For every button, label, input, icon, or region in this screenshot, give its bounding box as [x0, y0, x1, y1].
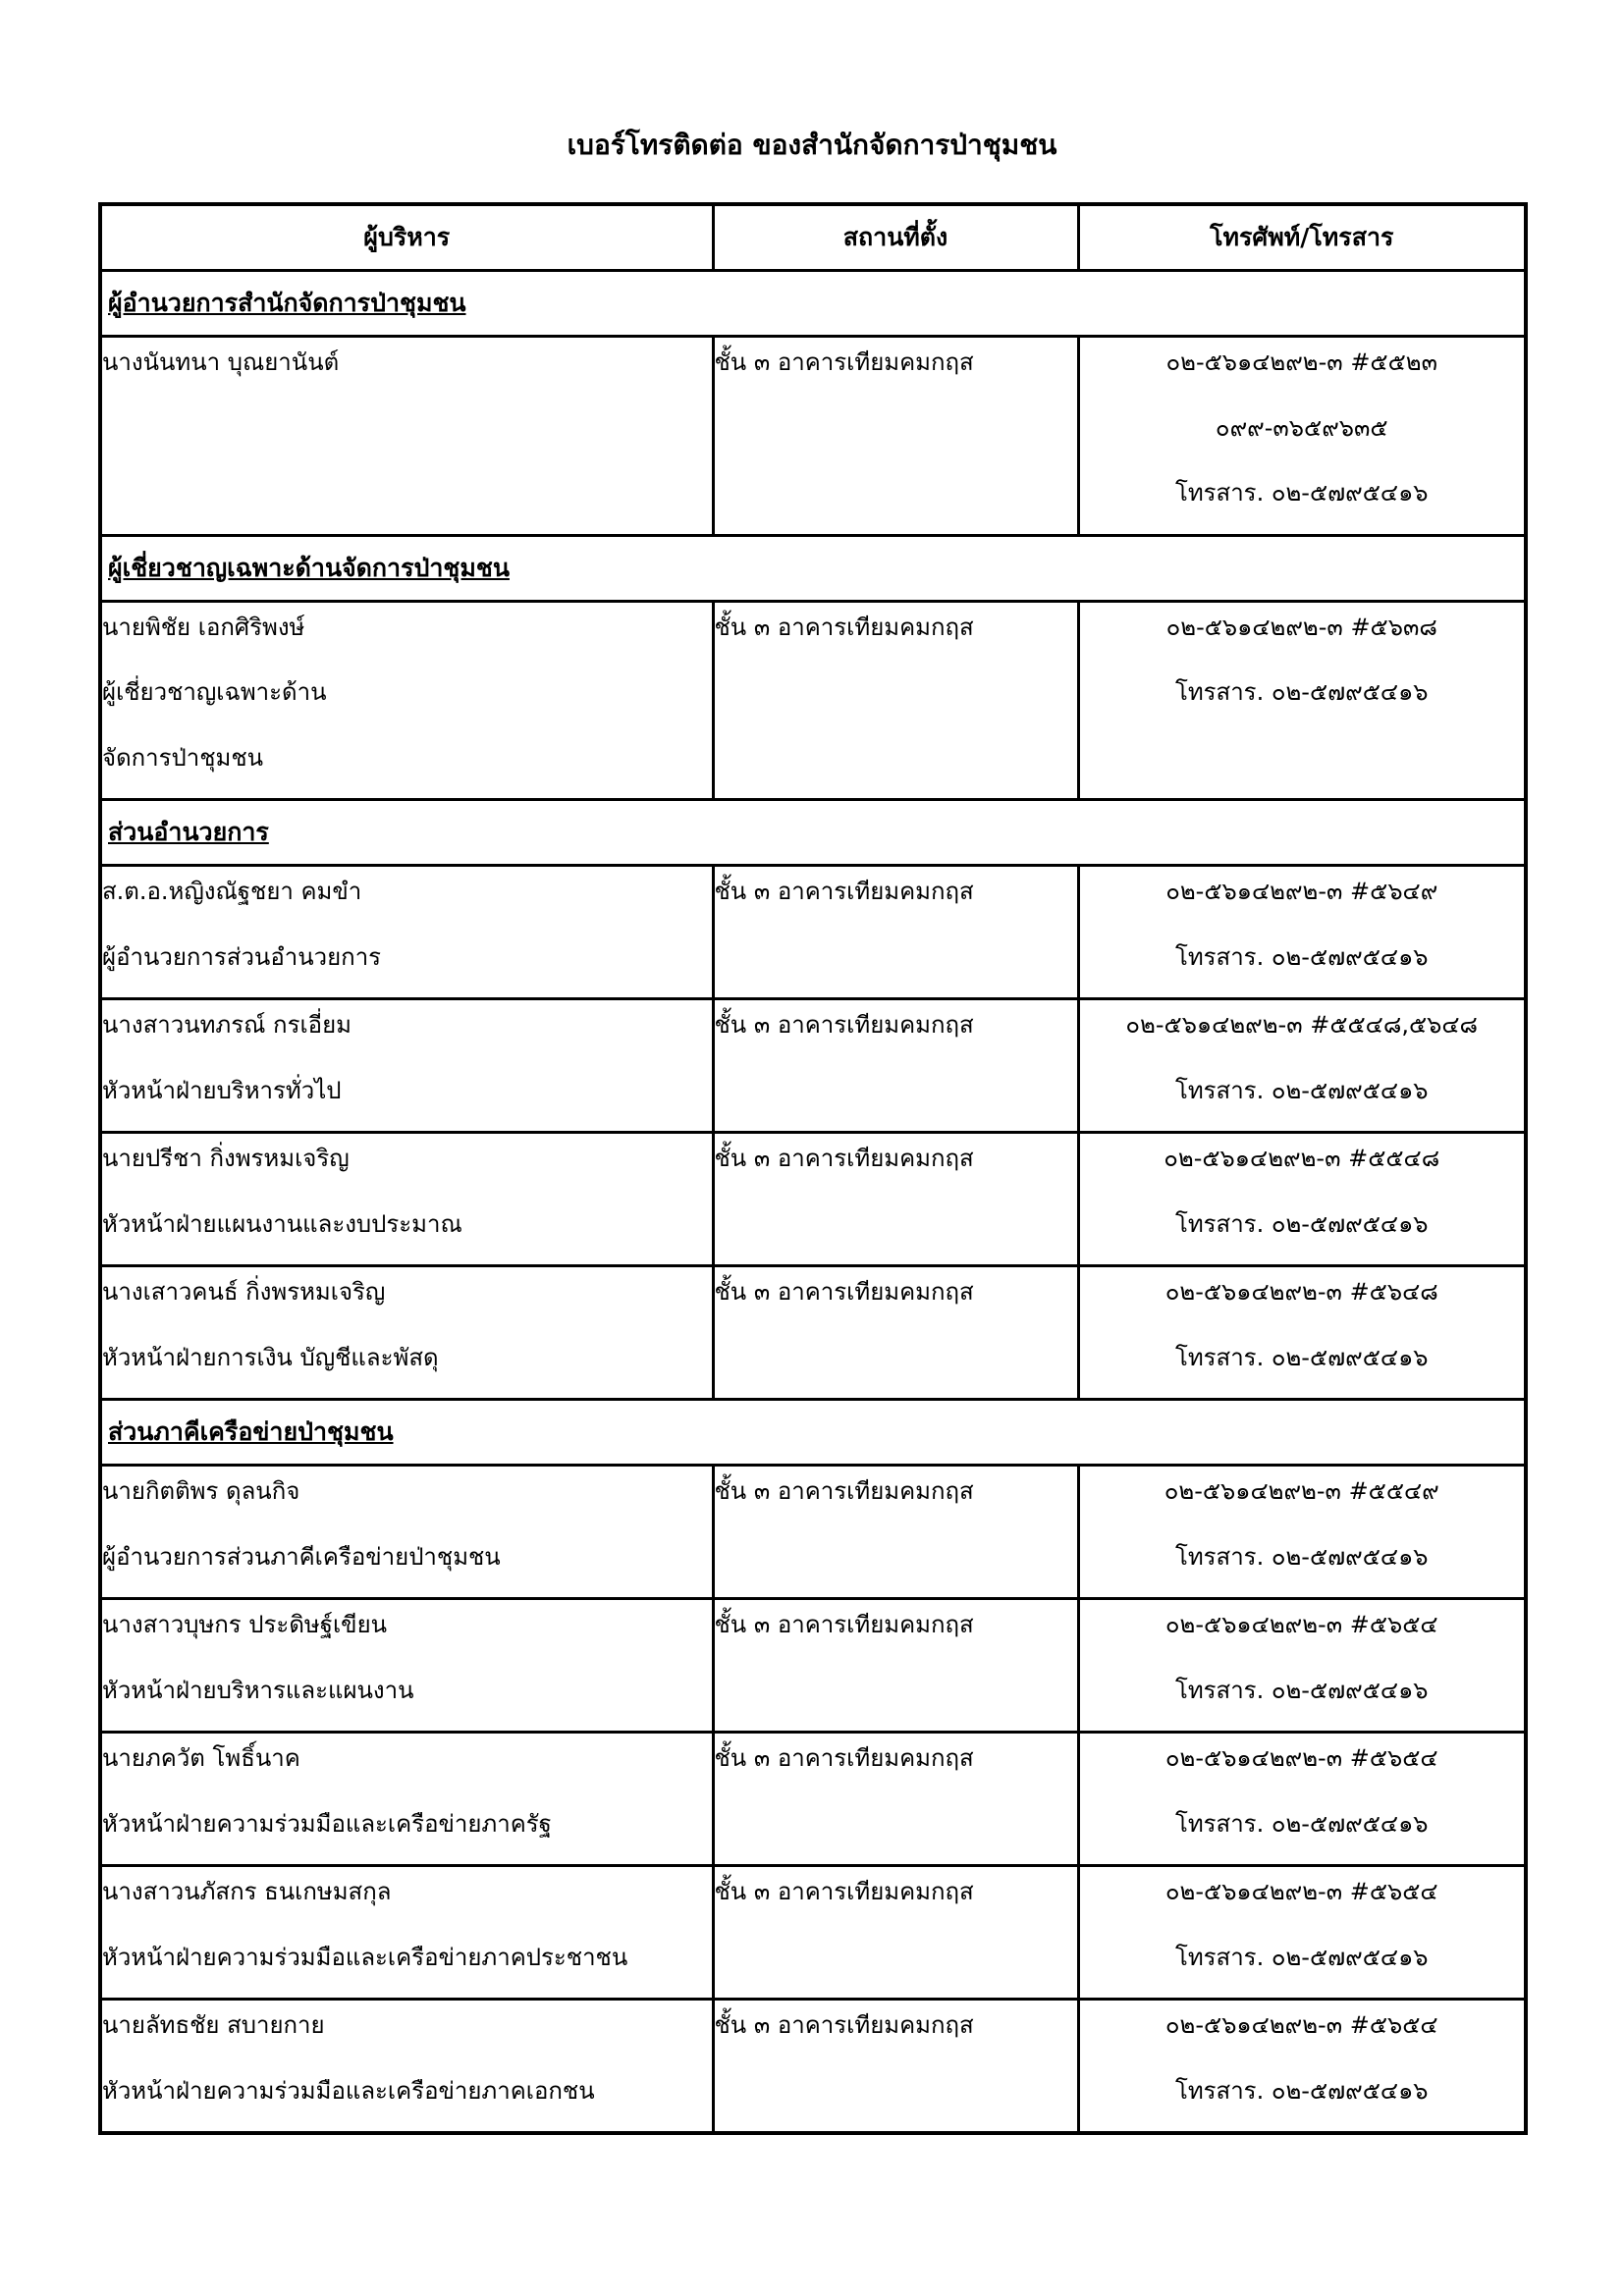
location-text: ชั้น ๓ อาคารเทียมคมกฤส	[714, 1744, 974, 1772]
location-text: ชั้น ๓ อาคารเทียมคมกฤส	[714, 1477, 974, 1505]
executive-position: หัวหน้าฝ่ายบริหารและแผนงาน	[102, 1676, 414, 1704]
fax-number: โทรสาร. ๐๒-๕๗๙๕๔๑๖	[1174, 1943, 1429, 1971]
location-text: ชั้น ๓ อาคารเทียมคมกฤส	[714, 878, 974, 905]
table-row	[100, 1466, 1526, 1599]
phone-number: ๐๒-๕๖๑๔๒๙๒-๓ #๕๖๔๘	[1164, 1278, 1438, 1306]
location-cell	[713, 337, 1078, 536]
phone-number: ๐๒-๕๖๑๔๒๙๒-๓ #๕๖๓๘	[1165, 613, 1437, 641]
location-text: ชั้น ๓ อาคารเทียมคมกฤส	[714, 613, 974, 641]
section-label: ส่วนอำนวยการ	[108, 818, 269, 846]
phone-cell	[1078, 866, 1526, 999]
executive-cell	[100, 1133, 713, 1266]
executive-cell	[100, 1466, 713, 1599]
executive-cell	[100, 1866, 713, 2000]
fax-number: โทรสาร. ๐๒-๕๗๙๕๔๑๖	[1174, 1343, 1429, 1371]
phone-number: ๐๒-๕๖๑๔๒๙๒-๓ #๕๖๕๔	[1164, 1744, 1438, 1772]
executive-name: นายพิชัย เอกศิริพงษ์	[102, 613, 305, 641]
table-row	[100, 601, 1526, 800]
executive-position: หัวหน้าฝ่ายการเงิน บัญชีและพัสดุ	[102, 1343, 439, 1371]
fax-number: โทรสาร. ๐๒-๕๗๙๕๔๑๖	[1174, 1809, 1429, 1838]
column-header-location: สถานที่ตั้ง	[713, 204, 1078, 271]
fax-number: โทรสาร. ๐๒-๕๗๙๕๔๑๖	[1174, 1076, 1429, 1104]
executive-position: หัวหน้าฝ่ายความร่วมมือและเครือข่ายภาครัฐ	[102, 1809, 552, 1838]
executive-position	[102, 468, 712, 534]
phone-cell	[1078, 1733, 1526, 1866]
executive-position: ผู้เชี่ยวชาญเฉพาะด้าน	[102, 678, 327, 706]
executive-name: นางนันทนา บุณยานันต์	[102, 348, 340, 376]
location-cell	[713, 866, 1078, 999]
executive-name: นายภควัต โพธิ์นาค	[102, 1744, 300, 1772]
section-row	[100, 800, 1526, 866]
executive-cell	[100, 337, 713, 536]
section-cell	[100, 1400, 1526, 1466]
phone-cell	[1078, 999, 1526, 1133]
fax-number: โทรสาร. ๐๒-๕๗๙๕๔๑๖	[1174, 942, 1429, 971]
table-row	[100, 337, 1526, 536]
location-cell	[713, 2000, 1078, 2134]
location-cell	[713, 1266, 1078, 1400]
fax-number: โทรสาร. ๐๒-๕๗๙๕๔๑๖	[1174, 1542, 1429, 1571]
phone-number: ๐๒-๕๖๑๔๒๙๒-๓ #๕๖๕๔	[1164, 1878, 1438, 1905]
phone-number: ๐๙๙-๓๖๕๙๖๓๕	[1215, 413, 1388, 442]
phone-cell	[1078, 337, 1526, 536]
section-cell	[100, 535, 1526, 601]
table-row	[100, 1733, 1526, 1866]
phone-cell	[1078, 1866, 1526, 2000]
location-cell	[713, 1466, 1078, 1599]
table-body	[100, 271, 1526, 2134]
location-text: ชั้น ๓ อาคารเทียมคมกฤส	[714, 1611, 974, 1638]
executive-cell	[100, 2000, 713, 2134]
phone-number: ๐๒-๕๖๑๔๒๙๒-๓ #๕๖๔๙	[1165, 878, 1438, 905]
phone-cell	[1078, 2000, 1526, 2134]
phone-number: ๐๒-๕๖๑๔๒๙๒-๓ #๕๖๕๔	[1164, 2011, 1438, 2039]
phone-cell	[1078, 1599, 1526, 1733]
executive-position: หัวหน้าฝ่ายบริหารทั่วไป	[102, 1076, 342, 1104]
executive-cell	[100, 601, 713, 800]
executive-position: ผู้อำนวยการส่วนอำนวยการ	[102, 942, 382, 971]
executive-name: นางเสาวคนธ์ กิ่งพรหมเจริญ	[102, 1278, 386, 1306]
phone-cell	[1078, 1466, 1526, 1599]
executive-cell	[100, 866, 713, 999]
executive-position: ผู้อำนวยการส่วนภาคีเครือข่ายป่าชุมชน	[102, 1542, 501, 1571]
table-row	[100, 1133, 1526, 1266]
section-label: ผู้อำนวยการสำนักจัดการป่าชุมชน	[108, 289, 466, 317]
executive-position: หัวหน้าฝ่ายความร่วมมือและเครือข่ายภาคประชาชน	[102, 1943, 628, 1971]
location-cell	[713, 1133, 1078, 1266]
section-label: ผู้เชี่ยวชาญเฉพาะด้านจัดการป่าชุมชน	[108, 553, 510, 582]
location-cell	[713, 1733, 1078, 1866]
location-text: ชั้น ๓ อาคารเทียมคมกฤส	[714, 348, 974, 376]
phone-number: ๐๒-๕๖๑๔๒๙๒-๓ #๕๕๒๓	[1165, 348, 1437, 376]
location-cell	[713, 601, 1078, 800]
executive-name: นางสาวนทภรณ์ กรเอี่ยม	[102, 1011, 352, 1039]
executive-position: จัดการป่าชุมชน	[102, 743, 264, 772]
location-text: ชั้น ๓ อาคารเทียมคมกฤส	[714, 1145, 974, 1172]
document-title: เบอร์โทรติดต่อ ของสำนักจัดการป่าชุมชน	[567, 129, 1057, 161]
section-label: ส่วนภาคีเครือข่ายป่าชุมชน	[108, 1417, 394, 1446]
table-row	[100, 1866, 1526, 2000]
executive-name: นายปรีชา กิ่งพรหมเจริญ	[102, 1145, 350, 1172]
location-cell	[713, 1866, 1078, 2000]
location-cell	[713, 1599, 1078, 1733]
executive-cell	[100, 1266, 713, 1400]
location-text: ชั้น ๓ อาคารเทียมคมกฤส	[714, 2011, 974, 2039]
section-row	[100, 271, 1526, 337]
executive-name: นายกิตติพร ดุลนกิจ	[102, 1477, 300, 1505]
table-row	[100, 999, 1526, 1133]
executive-cell	[100, 1599, 713, 1733]
section-row	[100, 1400, 1526, 1466]
fax-number: โทรสาร. ๐๒-๕๗๙๕๔๑๖	[1174, 479, 1429, 507]
table-row	[100, 866, 1526, 999]
fax-number: โทรสาร. ๐๒-๕๗๙๕๔๑๖	[1174, 2076, 1429, 2105]
executive-position	[102, 403, 712, 469]
executive-name: นางสาวบุษกร ประดิษฐ์เขียน	[102, 1611, 388, 1638]
section-cell	[100, 800, 1526, 866]
phone-cell	[1078, 601, 1526, 800]
location-cell	[713, 999, 1078, 1133]
executive-cell	[100, 999, 713, 1133]
contacts-table	[98, 202, 1528, 2135]
section-row	[100, 535, 1526, 601]
phone-number: ๐๒-๕๖๑๔๒๙๒-๓ #๕๕๔๙	[1164, 1477, 1439, 1505]
column-header-executive: ผู้บริหาร	[100, 204, 713, 271]
column-header-phone-fax: โทรศัพท์/โทรสาร	[1078, 204, 1526, 271]
executive-name: นายลัทธชัย สบายกาย	[102, 2011, 325, 2039]
fax-number: โทรสาร. ๐๒-๕๗๙๕๔๑๖	[1174, 1676, 1429, 1704]
executive-name: ส.ต.อ.หญิงณัฐชยา คมขำ	[102, 878, 362, 905]
table-header-row	[100, 204, 1526, 271]
location-text: ชั้น ๓ อาคารเทียมคมกฤส	[714, 1278, 974, 1306]
executive-name: นางสาวนภัสกร ธนเกษมสกุล	[102, 1878, 392, 1905]
table-row	[100, 1599, 1526, 1733]
fax-number: โทรสาร. ๐๒-๕๗๙๕๔๑๖	[1174, 678, 1429, 706]
phone-number: ๐๒-๕๖๑๔๒๙๒-๓ #๕๕๔๘	[1164, 1145, 1440, 1172]
phone-number: ๐๒-๕๖๑๔๒๙๒-๓ #๕๖๕๔	[1164, 1611, 1438, 1638]
location-text: ชั้น ๓ อาคารเทียมคมกฤส	[714, 1011, 974, 1039]
fax-number: โทรสาร. ๐๒-๕๗๙๕๔๑๖	[1174, 1209, 1429, 1238]
section-cell	[100, 271, 1526, 337]
phone-cell	[1078, 1266, 1526, 1400]
phone-cell	[1078, 1133, 1526, 1266]
table-row	[100, 2000, 1526, 2134]
location-text: ชั้น ๓ อาคารเทียมคมกฤส	[714, 1878, 974, 1905]
executive-cell	[100, 1733, 713, 1866]
table-row	[100, 1266, 1526, 1400]
executive-position: หัวหน้าฝ่ายความร่วมมือและเครือข่ายภาคเอกชน	[102, 2076, 595, 2105]
phone-number	[1080, 733, 1525, 799]
phone-number: ๐๒-๕๖๑๔๒๙๒-๓ #๕๕๔๘,๕๖๔๘	[1125, 1011, 1479, 1039]
executive-position: หัวหน้าฝ่ายแผนงานและงบประมาณ	[102, 1209, 462, 1238]
